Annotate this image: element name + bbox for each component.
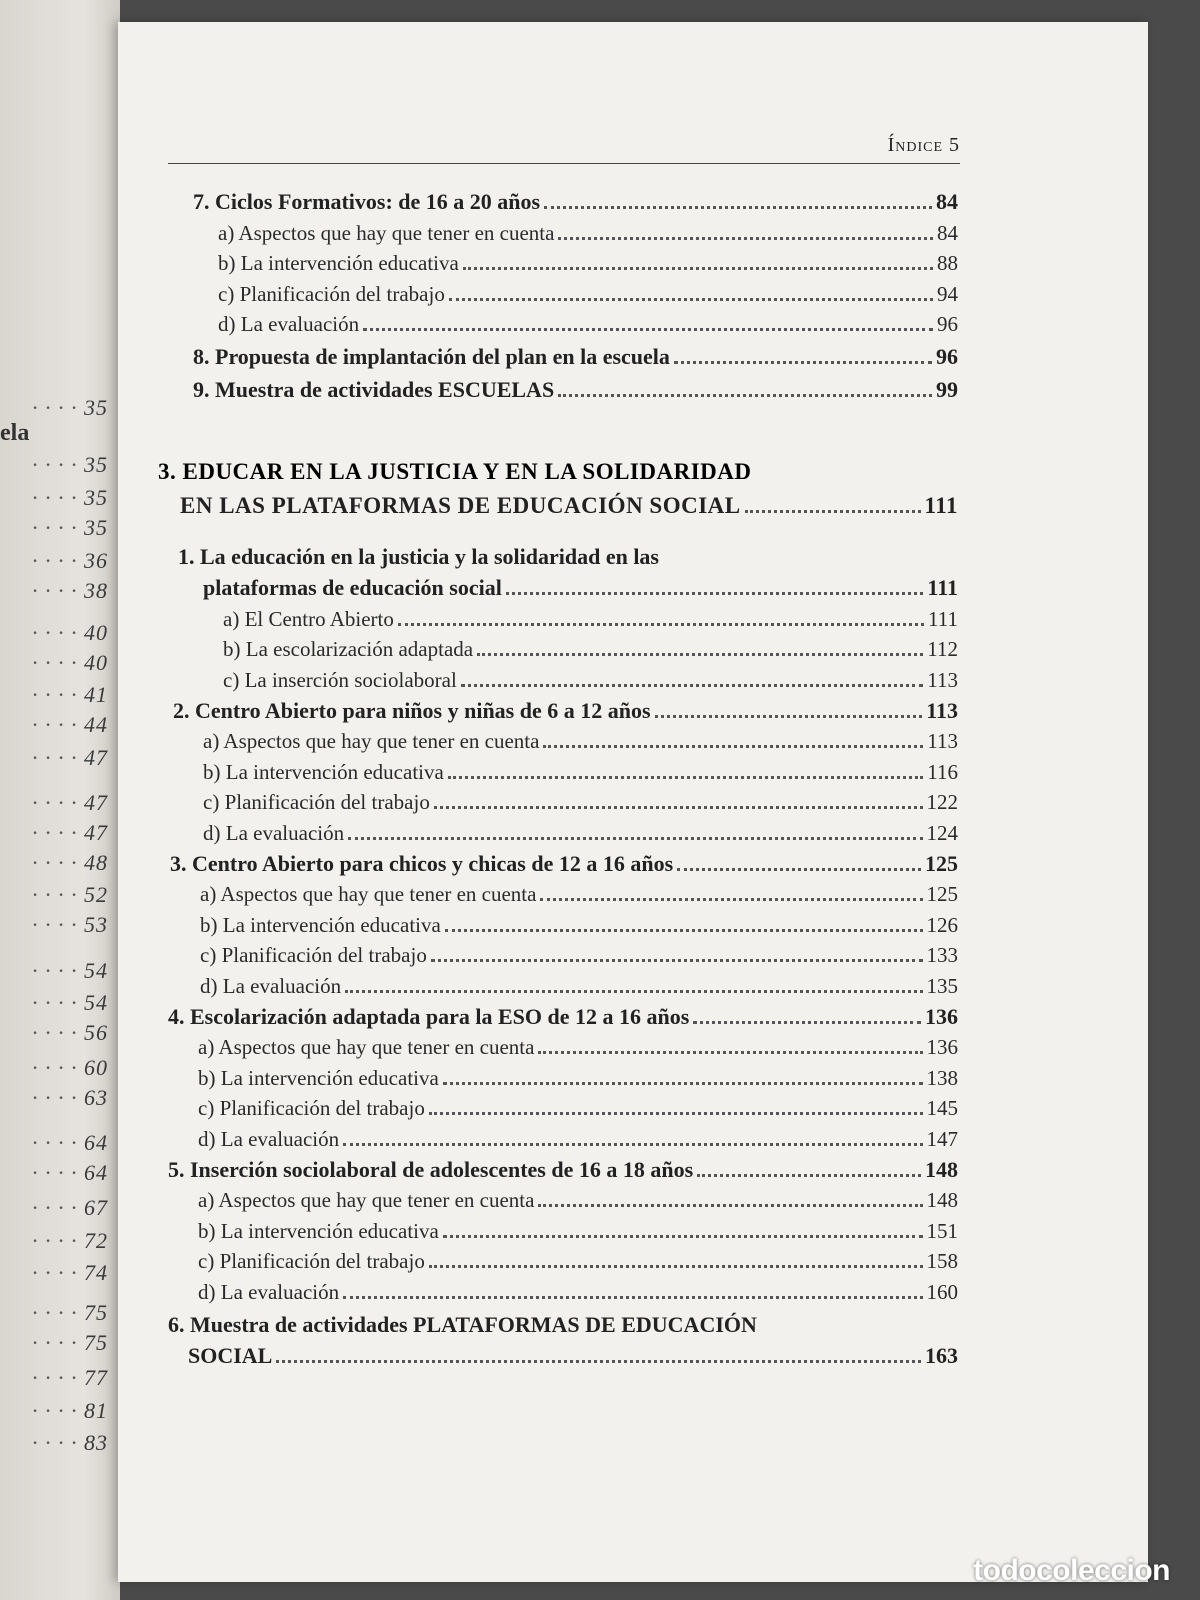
leader-dots bbox=[431, 955, 923, 962]
leader-dots bbox=[677, 864, 921, 871]
entry-label: c) Planificación del trabajo bbox=[198, 1096, 425, 1120]
facing-page-number: · · 35 bbox=[32, 515, 108, 541]
facing-page-number: · · 60 bbox=[32, 1055, 108, 1081]
toc-entry bbox=[158, 337, 958, 370]
toc-entry-4: 4. Escolarización adaptada para la ESO de 12 a 16 años 136 bbox=[168, 1003, 958, 1029]
facing-page-number: · · 48 bbox=[32, 850, 108, 876]
leader-dots bbox=[449, 294, 933, 301]
entry-label: d) La evaluación bbox=[218, 312, 360, 336]
toc-entry-4-subs bbox=[158, 1030, 958, 1152]
entry-page: 135 bbox=[926, 973, 958, 998]
entry-label: a) El Centro Abierto bbox=[223, 606, 394, 631]
leader-dots bbox=[506, 588, 924, 595]
facing-page-number: · · 47 bbox=[32, 745, 108, 771]
leader-dots bbox=[434, 802, 923, 809]
entry-page: 88 bbox=[937, 251, 958, 275]
entry-page: 125 bbox=[926, 882, 958, 906]
entry-page: 126 bbox=[926, 912, 958, 937]
toc-entry-6: SOCIAL 163 bbox=[188, 1342, 958, 1368]
leader-dots bbox=[655, 711, 923, 718]
facing-page-number: · · 75 bbox=[32, 1300, 108, 1326]
entry-page: 158 bbox=[926, 1249, 958, 1273]
entry-label: a) Aspectos que hay que tener en cuenta bbox=[198, 1035, 535, 1059]
entry-page: 96 bbox=[936, 344, 958, 369]
entry-page: 124 bbox=[926, 820, 958, 845]
entry-page: 151 bbox=[926, 1218, 958, 1243]
toc-entry bbox=[158, 182, 958, 215]
toc-subentry bbox=[158, 1030, 958, 1061]
chapter-title-line1: 3. EDUCAR EN LA JUSTICIA Y EN LA SOLIDARIDAD bbox=[158, 459, 752, 484]
entry-page: 160 bbox=[926, 1279, 958, 1304]
toc-subentry bbox=[158, 307, 958, 338]
entry-page: 96 bbox=[937, 312, 958, 336]
entry-page: 116 bbox=[927, 759, 958, 784]
facing-page-number: · · 53 bbox=[32, 912, 108, 938]
chapter-page: 111 bbox=[924, 493, 958, 518]
toc-entry-1-line1: 1. La educación en la justicia y la solidaridad en las bbox=[178, 544, 659, 569]
toc-entry-1-subs bbox=[158, 601, 958, 693]
entry-label: a) Aspectos que hay que tener en cuenta bbox=[203, 729, 540, 753]
running-header bbox=[168, 127, 960, 164]
toc-entry-3-subs bbox=[158, 877, 958, 999]
entry-label: b) La intervención educativa bbox=[200, 912, 441, 937]
leader-dots bbox=[693, 1017, 921, 1024]
leader-dots bbox=[674, 357, 932, 364]
entry-page: 84 bbox=[937, 220, 958, 245]
facing-page-number: · · 64 bbox=[32, 1160, 108, 1186]
entry-page: 99 bbox=[936, 377, 958, 402]
entry-label: 7. Ciclos Formativos: de 16 a 20 años bbox=[193, 189, 541, 214]
toc-entry bbox=[158, 370, 958, 403]
toc-subentry bbox=[158, 1213, 958, 1244]
entry-label: d) La evaluación bbox=[198, 1126, 340, 1151]
entry-label: c) Planificación del trabajo bbox=[218, 281, 445, 306]
entry-page: 148 bbox=[926, 1188, 958, 1212]
facing-page-number: · · 35 bbox=[32, 485, 108, 511]
toc-section-continuation bbox=[158, 182, 958, 403]
book-page bbox=[118, 22, 1148, 1582]
toc-entry-5-subs bbox=[158, 1183, 958, 1305]
facing-page-number: · · 44 bbox=[32, 712, 108, 738]
entry-label: a) Aspectos que hay que tener en cuenta bbox=[198, 1188, 535, 1212]
entry-page: 133 bbox=[926, 943, 958, 967]
facing-page-number: · · 52 bbox=[32, 882, 108, 908]
leader-dots bbox=[558, 390, 932, 397]
facing-page-fragment: ela bbox=[0, 420, 30, 446]
leader-dots bbox=[443, 1231, 923, 1238]
toc-subentry bbox=[158, 754, 958, 785]
entry-label: d) La evaluación bbox=[203, 820, 345, 845]
facing-page-number: · · 67 bbox=[32, 1195, 108, 1221]
entry-label: a) Aspectos que hay que tener en cuenta bbox=[200, 882, 537, 906]
leader-dots bbox=[398, 619, 924, 626]
toc-entry-3: 3. Centro Abierto para chicos y chicas de 12 a 16 años 125 bbox=[170, 850, 958, 876]
leader-dots bbox=[558, 233, 933, 240]
entry-label: 8. Propuesta de implantación del plan en la escuela bbox=[193, 344, 670, 369]
toc-subentry bbox=[158, 877, 958, 908]
chapter-title-line2: EN LAS PLATAFORMAS DE EDUCACIÓN SOCIAL 111 bbox=[180, 493, 958, 518]
entry-page: 84 bbox=[936, 189, 958, 214]
header-text: Índice 5 bbox=[887, 134, 960, 156]
toc-subentry bbox=[158, 907, 958, 938]
entry-label: b) La escolarización adaptada bbox=[223, 637, 474, 661]
toc-subentry bbox=[158, 724, 958, 755]
toc-subentry bbox=[158, 215, 958, 246]
watermark-logo: todocoleccion bbox=[973, 1554, 1170, 1587]
toc-subentry bbox=[158, 1091, 958, 1122]
entry-label: c) Planificación del trabajo bbox=[198, 1249, 425, 1273]
entry-label: b) La intervención educativa bbox=[203, 759, 444, 784]
facing-page-number: · · 64 bbox=[32, 1130, 108, 1156]
entry-page: 111 bbox=[928, 606, 958, 631]
facing-page-number: · · 75 bbox=[32, 1330, 108, 1356]
table-of-contents bbox=[158, 182, 958, 1369]
facing-page-number: · · 83 bbox=[32, 1430, 108, 1456]
leader-dots bbox=[445, 925, 923, 932]
toc-entry-2-subs bbox=[158, 724, 958, 846]
leader-dots bbox=[745, 506, 921, 513]
leader-dots bbox=[461, 680, 923, 687]
facing-page-number: · · 54 bbox=[32, 990, 108, 1016]
toc-subentry bbox=[158, 1060, 958, 1091]
facing-page-number: · · 40 bbox=[32, 650, 108, 676]
leader-dots bbox=[463, 263, 933, 270]
entry-page: 113 bbox=[927, 729, 958, 753]
toc-subentry bbox=[158, 1121, 958, 1152]
toc-subentry bbox=[158, 662, 958, 693]
entry-label: b) La intervención educativa bbox=[198, 1065, 439, 1090]
toc-subentry bbox=[158, 1274, 958, 1305]
entry-label: c) Planificación del trabajo bbox=[200, 943, 427, 967]
facing-page-number: · · 54 bbox=[32, 958, 108, 984]
chapter3-entries bbox=[158, 537, 958, 1369]
leader-dots bbox=[538, 1200, 922, 1207]
leader-dots bbox=[543, 741, 923, 748]
facing-page-number: · · 36 bbox=[32, 548, 108, 574]
facing-page-number: · · 47 bbox=[32, 820, 108, 846]
facing-page-number: · · 35 bbox=[32, 395, 108, 421]
leader-dots bbox=[540, 894, 922, 901]
entry-page: 145 bbox=[926, 1096, 958, 1120]
facing-page-number: · · 56 bbox=[32, 1020, 108, 1046]
toc-subentry bbox=[158, 1183, 958, 1214]
facing-page-number: · · 77 bbox=[32, 1365, 108, 1391]
toc-subentry bbox=[158, 276, 958, 307]
leader-dots bbox=[443, 1078, 923, 1085]
toc-entry-6-line1: 6. Muestra de actividades PLATAFORMAS DE EDUCACIÓN bbox=[168, 1311, 757, 1337]
leader-dots bbox=[429, 1261, 923, 1268]
facing-page-number: · · 63 bbox=[32, 1085, 108, 1111]
leader-dots bbox=[276, 1356, 921, 1363]
entry-page: 112 bbox=[927, 637, 958, 661]
facing-page-number: · · 35 bbox=[32, 452, 108, 478]
facing-page-edge bbox=[0, 0, 120, 1600]
facing-page-number: · · 41 bbox=[32, 682, 108, 708]
leader-dots bbox=[343, 1139, 922, 1146]
entry-label: a) Aspectos que hay que tener en cuenta bbox=[218, 220, 555, 245]
facing-page-number: · · 72 bbox=[32, 1228, 108, 1254]
chapter-heading bbox=[158, 453, 958, 519]
entry-page: 136 bbox=[926, 1035, 958, 1059]
toc-entry-1: plataformas de educación social 111 bbox=[203, 575, 958, 600]
leader-dots bbox=[429, 1108, 923, 1115]
entry-label: b) La intervención educativa bbox=[198, 1218, 439, 1243]
entry-label: b) La intervención educativa bbox=[218, 251, 459, 275]
entry-page: 113 bbox=[927, 667, 958, 692]
toc-entry-5: 5. Inserción sociolaboral de adolescentes de 16 a 18 años 148 bbox=[168, 1156, 958, 1182]
leader-dots bbox=[477, 649, 923, 656]
leader-dots bbox=[343, 1292, 922, 1299]
toc-subentry bbox=[158, 815, 958, 846]
leader-dots bbox=[448, 772, 923, 779]
toc-subentry bbox=[158, 632, 958, 663]
facing-page-number: · · 40 bbox=[32, 620, 108, 646]
toc-subentry bbox=[158, 1244, 958, 1275]
entry-page: 94 bbox=[937, 281, 958, 306]
entry-page: 138 bbox=[926, 1065, 958, 1090]
facing-page-number: · · 47 bbox=[32, 790, 108, 816]
leader-dots bbox=[697, 1170, 921, 1177]
entry-page: 122 bbox=[926, 790, 958, 814]
entry-label: c) La inserción sociolaboral bbox=[223, 667, 457, 692]
toc-subentry bbox=[158, 938, 958, 969]
toc-subentry bbox=[158, 601, 958, 632]
leader-dots bbox=[348, 833, 922, 840]
entry-label: 9. Muestra de actividades ESCUELAS bbox=[193, 377, 555, 402]
entry-label: c) Planificación del trabajo bbox=[203, 790, 430, 814]
entry-label: d) La evaluación bbox=[200, 973, 342, 998]
entry-page: 147 bbox=[926, 1126, 958, 1151]
facing-page-number: · · 81 bbox=[32, 1398, 108, 1424]
leader-dots bbox=[538, 1047, 922, 1054]
leader-dots bbox=[345, 986, 922, 993]
facing-page-number: · · 38 bbox=[32, 578, 108, 604]
toc-subentry bbox=[158, 246, 958, 277]
leader-dots bbox=[363, 324, 933, 331]
leader-dots bbox=[544, 202, 932, 209]
entry-label: d) La evaluación bbox=[198, 1279, 340, 1304]
toc-subentry bbox=[158, 968, 958, 999]
facing-page-number: · · 74 bbox=[32, 1260, 108, 1286]
toc-subentry bbox=[158, 785, 958, 816]
toc-entry-2: 2. Centro Abierto para niños y niñas de 6 a 12 años 113 bbox=[173, 697, 958, 723]
